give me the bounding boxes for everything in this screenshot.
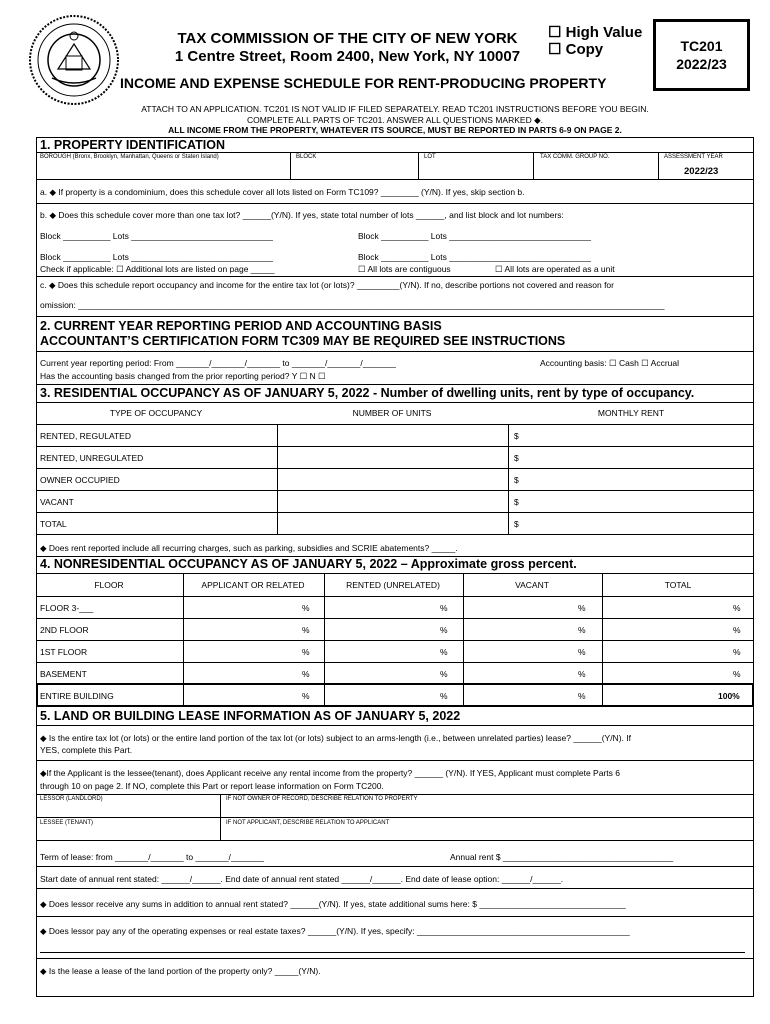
row-basement: BASEMENT <box>40 669 87 679</box>
section-2-subtitle: ACCOUNTANT’S CERTIFICATION FORM TC309 MAY BE REQUIRED SEE INSTRUCTIONS <box>40 334 566 348</box>
group-no-label: TAX COMM. GROUP NO. <box>540 154 610 160</box>
col-type-of-occupancy: TYPE OF OCCUPANCY <box>109 408 203 418</box>
question-1c[interactable]: c. ◆ Does this schedule report occupancy and income for the entire tax lot (or lots)? _________(Y/N). If no, describe portions not covered and reason for <box>40 280 614 290</box>
additional-lots-checkbox[interactable]: Check if applicable: ☐ Additional lots are listed on page _____ <box>40 264 275 274</box>
pct-sign: % <box>302 603 310 613</box>
pct-sign: % <box>440 647 448 657</box>
question-1a[interactable]: a. ◆ If property is a condominium, does this schedule cover all lots listed on Form TC109? ________ (Y/N). If yes, skip section b. <box>40 187 525 197</box>
row-vacant: VACANT <box>40 497 74 507</box>
row-total: TOTAL <box>40 519 67 529</box>
question-5-lessee-income-cont: through 10 on page 2. If NO, complete this Part or report lease information on Form TC200. <box>40 781 384 791</box>
pct-sign: % <box>302 647 310 657</box>
col-number-of-units: NUMBER OF UNITS <box>352 408 432 418</box>
operated-unit-checkbox[interactable]: ☐ All lots are operated as a unit <box>495 264 615 274</box>
pct-sign: % <box>733 625 741 635</box>
high-value-checkbox-group[interactable] <box>548 24 642 58</box>
form-id-box <box>653 19 750 91</box>
row-owner-occupied: OWNER OCCUPIED <box>40 475 120 485</box>
pct-sign: % <box>440 603 448 613</box>
block-lots-3[interactable]: Block __________ Lots ______________________________ <box>40 252 274 262</box>
copy-checkbox[interactable]: ☐ Copy <box>548 41 604 58</box>
form-id: TC201 <box>680 38 723 54</box>
attach-line-3: ALL INCOME FROM THE PROPERTY, WHATEVER ITS SOURCE, MUST BE REPORTED IN PARTS 6-9 ON PAGE 2. <box>168 125 622 135</box>
pct-sign: % <box>440 625 448 635</box>
question-5-lessee-income[interactable]: ◆If the Applicant is the lessee(tenant), does Applicant receive any rental income from the property? ______ (Y/N). If YES, Applicant must complete Parts 6 <box>40 768 620 778</box>
row-rented-regulated: RENTED, REGULATED <box>40 431 131 441</box>
section-2-title: 2. CURRENT YEAR REPORTING PERIOD AND ACCOUNTING BASIS <box>40 319 442 333</box>
block-label: BLOCK <box>296 154 317 160</box>
lessee-label: LESSEE (TENANT) <box>40 820 94 826</box>
row-entire-building: ENTIRE BUILDING <box>40 691 114 701</box>
section-1-title: 1. PROPERTY IDENTIFICATION <box>40 138 225 152</box>
city-seal-logo <box>28 14 120 106</box>
contiguous-checkbox[interactable]: ☐ All lots are contiguous <box>358 264 451 274</box>
question-5-land-only[interactable]: ◆ Is the lease a lease of the land portion of the property only? _____(Y/N). <box>40 966 321 976</box>
pct-sign: % <box>302 691 310 701</box>
block-lots-2[interactable]: Block __________ Lots ______________________________ <box>358 231 592 241</box>
accounting-basis[interactable]: Accounting basis: ☐ Cash ☐ Accrual <box>540 358 680 368</box>
row-floor-3: FLOOR 3-___ <box>40 603 94 613</box>
rent-dates[interactable]: Start date of annual rent stated: ______/______. End date of annual rent stated ______/______. End date of lease option: ______/______. <box>40 874 564 884</box>
block-lots-4[interactable]: Block __________ Lots ______________________________ <box>358 252 592 262</box>
form-year: 2022/23 <box>676 56 727 72</box>
borough-label: BOROUGH (Bronx, Brooklyn, Manhattan, Queens or Staten Island) <box>40 154 219 160</box>
section-4-title: 4. NONRESIDENTIAL OCCUPANCY AS OF JANUARY 5, 2022 – Approximate gross percent. <box>40 557 577 571</box>
pct-sign: % <box>733 669 741 679</box>
pct-sign: % <box>578 691 586 701</box>
pct-sign: % <box>733 647 741 657</box>
lot-label: LOT <box>424 154 436 160</box>
lessee-relation-label: IF NOT APPLICANT, DESCRIBE RELATION TO APPLICANT <box>226 820 390 826</box>
pct-sign: % <box>578 669 586 679</box>
question-5-operating-expenses[interactable]: ◆ Does lessor pay any of the operating expenses or real estate taxes? ______(Y/N). If yes, specify: _____________________________________________ <box>40 926 630 936</box>
question-5-arms-length-cont: YES, complete this Part. <box>40 745 133 755</box>
pct-sign: % <box>302 625 310 635</box>
dollar-sign: $ <box>514 519 519 529</box>
pct-sign: % <box>578 647 586 657</box>
pct-sign: % <box>578 625 586 635</box>
entire-building-total: 100% <box>718 691 740 701</box>
section-5-title: 5. LAND OR BUILDING LEASE INFORMATION AS OF JANUARY 5, 2022 <box>40 709 461 723</box>
form-title: INCOME AND EXPENSE SCHEDULE FOR RENT-PRODUCING PROPERTY <box>120 75 607 91</box>
dollar-sign: $ <box>514 497 519 507</box>
reporting-period[interactable]: Current year reporting period: From _______/_______/_______ to _______/_______/_______ <box>40 358 396 368</box>
annual-rent[interactable]: Annual rent $ ____________________________________ <box>450 852 674 862</box>
pct-sign: % <box>578 603 586 613</box>
question-5-arms-length[interactable]: ◆ Is the entire tax lot (or lots) or the entire land portion of the tax lot (or lots) subject to an arms-length (i.e., between unrelated parties) lease? ______(Y/N). If <box>40 733 631 743</box>
block-lots-1[interactable]: Block __________ Lots ______________________________ <box>40 231 274 241</box>
question-5-additional-sums[interactable]: ◆ Does lessor receive any sums in addition to annual rent stated? ______(Y/N). If yes, state additional sums here: $ _______________________________ <box>40 899 626 909</box>
col-rented-unrelated: RENTED (UNRELATED) <box>346 580 440 590</box>
lease-term[interactable]: Term of lease: from _______/_______ to _______/_______ <box>40 852 265 862</box>
pct-sign: % <box>440 669 448 679</box>
lessor-relation-label: IF NOT OWNER OF RECORD, DESCRIBE RELATION TO PROPERTY <box>226 796 418 802</box>
pct-sign: % <box>733 603 741 613</box>
pct-sign: % <box>302 669 310 679</box>
attach-line-2: COMPLETE ALL PARTS OF TC201. ANSWER ALL QUESTIONS MARKED ◆. <box>247 114 543 125</box>
specify-continuation-line[interactable] <box>40 952 745 953</box>
rent-charges-question[interactable]: ◆ Does rent reported include all recurring charges, such as parking, subsidies and SCRIE abatements? _____. <box>40 543 458 553</box>
basis-changed[interactable]: Has the accounting basis changed from the prior reporting period? Y ☐ N ☐ <box>40 371 326 381</box>
row-rented-unregulated: RENTED, UNREGULATED <box>40 453 144 463</box>
row-1st-floor: 1ST FLOOR <box>40 647 88 657</box>
assessment-year-value: 2022/23 <box>684 166 719 177</box>
attach-instructions <box>40 104 750 136</box>
row-2nd-floor: 2ND FLOOR <box>40 625 89 635</box>
dollar-sign: $ <box>514 431 519 441</box>
col-applicant-related: APPLICANT OR RELATED <box>201 580 305 590</box>
agency-address: 1 Centre Street, Room 2400, New York, NY 10007 <box>174 48 521 65</box>
col-monthly-rent: MONTHLY RENT <box>597 408 665 418</box>
dollar-sign: $ <box>514 475 519 485</box>
dollar-sign: $ <box>514 453 519 463</box>
col-vacant: VACANT <box>515 580 549 590</box>
col-total: TOTAL <box>664 580 692 590</box>
high-value-checkbox[interactable]: ☐ High Value <box>548 24 643 41</box>
agency-name: TAX COMMISSION OF THE CITY OF NEW YORK <box>177 30 518 47</box>
entire-building-row-box <box>36 683 754 707</box>
section-3-title: 3. RESIDENTIAL OCCUPANCY AS OF JANUARY 5, 2022 - Number of dwelling units, rent by type of occupancy. <box>40 386 695 400</box>
question-1b[interactable]: b. ◆ Does this schedule cover more than one tax lot? ______(Y/N). If yes, state total number of lots ______, and list block and lot numbers: <box>40 210 564 220</box>
attach-line-1: ATTACH TO AN APPLICATION. TC201 IS NOT VALID IF FILED SEPARATELY. READ TC201 INSTRUCTIONS BEFORE YOU BEGIN. <box>141 104 649 114</box>
assessment-year-label: ASSESSMENT YEAR <box>664 154 723 160</box>
col-floor: FLOOR <box>94 580 124 590</box>
omission-line[interactable]: omission: ____________________________________________________________________________________________________________________________ <box>40 300 665 310</box>
lessor-label: LESSOR (LANDLORD) <box>40 796 103 802</box>
pct-sign: % <box>440 691 448 701</box>
